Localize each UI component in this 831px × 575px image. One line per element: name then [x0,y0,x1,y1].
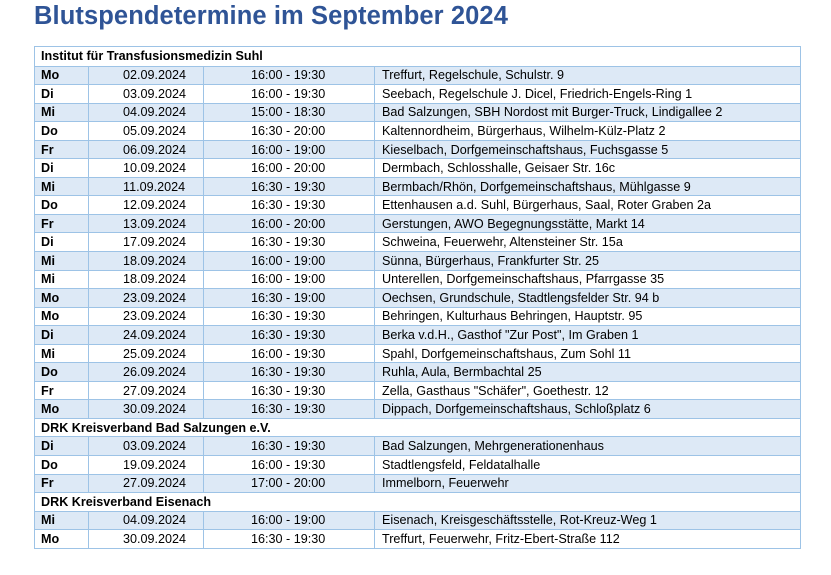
table-row [35,455,800,474]
section-title: DRK Kreisverband Bad Salzungen e.V. [41,420,271,435]
location-cell: Schweina, Feuerwehr, Altensteiner Str. 15a [382,235,623,250]
date-cell: 05.09.2024 [89,122,204,140]
time-cell: 16:30 - 19:30 [204,308,375,326]
table-row [35,232,800,251]
location-cell: Gerstungen, AWO Begegnungsstätte, Markt 14 [382,216,645,231]
time-cell: 16:00 - 20:00 [204,215,375,233]
location-cell: Ruhla, Aula, Bermbachtal 25 [382,365,542,380]
location-cell: Kaltennordheim, Bürgerhaus, Wilhelm-Külz-Platz 2 [382,123,666,138]
date-cell: 18.09.2024 [89,271,204,289]
table-row [35,288,800,307]
date-cell: 03.09.2024 [89,437,204,455]
section-header-row [35,492,800,511]
day-cell: Mo [35,289,89,307]
time-cell: 16:00 - 19:30 [204,345,375,363]
date-cell: 12.09.2024 [89,196,204,214]
time-cell: 16:00 - 19:00 [204,141,375,159]
date-cell: 02.09.2024 [89,67,204,85]
section-title: Institut für Transfusionsmedizin Suhl [41,49,263,64]
day-cell: Mo [35,67,89,85]
location-cell: Bad Salzungen, Mehrgenerationenhaus [382,439,604,454]
table-row [35,103,800,122]
location-cell: Oechsen, Grundschule, Stadtlengsfelder Str. 94 b [382,290,660,305]
day-cell: Mi [35,271,89,289]
location-cell: Immelborn, Feuerwehr [382,476,509,491]
day-cell: Di [35,437,89,455]
location-cell: Bad Salzungen, SBH Nordost mit Burger-Truck, Lindigallee 2 [382,105,723,120]
time-cell: 16:00 - 19:00 [204,512,375,530]
time-cell: 16:30 - 19:30 [204,178,375,196]
day-cell: Fr [35,475,89,493]
location-cell: Bermbach/Rhön, Dorfgemeinschaftshaus, Mühlgasse 9 [382,179,691,194]
day-cell: Mo [35,530,89,548]
time-cell: 16:00 - 19:30 [204,456,375,474]
date-cell: 26.09.2024 [89,363,204,381]
time-cell: 16:30 - 19:30 [204,196,375,214]
day-cell: Fr [35,141,89,159]
location-cell: Unterellen, Dorfgemeinschaftshaus, Pfarrgasse 35 [382,272,665,287]
day-cell: Mo [35,400,89,418]
date-cell: 10.09.2024 [89,159,204,177]
time-cell: 16:30 - 19:30 [204,400,375,418]
location-cell: Zella, Gasthaus "Schäfer", Goethestr. 12 [382,383,609,398]
time-cell: 16:00 - 19:30 [204,85,375,103]
time-cell: 15:00 - 18:30 [204,104,375,122]
table-row [35,251,800,270]
schedule-table [34,46,801,549]
day-cell: Di [35,85,89,103]
table-row [35,344,800,363]
day-cell: Do [35,363,89,381]
time-cell: 16:00 - 19:00 [204,252,375,270]
date-cell: 03.09.2024 [89,85,204,103]
time-cell: 16:00 - 20:00 [204,159,375,177]
date-cell: 11.09.2024 [89,178,204,196]
date-cell: 25.09.2024 [89,345,204,363]
day-cell: Fr [35,215,89,233]
day-cell: Di [35,159,89,177]
table-row [35,214,800,233]
location-cell: Seebach, Regelschule J. Dicel, Friedrich-Engels-Ring 1 [382,86,693,101]
table-row [35,325,800,344]
table-row [35,195,800,214]
date-cell: 13.09.2024 [89,215,204,233]
date-cell: 23.09.2024 [89,289,204,307]
table-row [35,140,800,159]
time-cell: 16:00 - 19:00 [204,271,375,289]
date-cell: 27.09.2024 [89,382,204,400]
day-cell: Mi [35,345,89,363]
time-cell: 16:00 - 19:30 [204,67,375,85]
date-cell: 18.09.2024 [89,252,204,270]
day-cell: Do [35,456,89,474]
table-row [35,270,800,289]
section-header-row [35,418,800,437]
day-cell: Mi [35,104,89,122]
day-cell: Di [35,326,89,344]
time-cell: 16:30 - 19:00 [204,289,375,307]
day-cell: Mo [35,308,89,326]
location-cell: Eisenach, Kreisgeschäftsstelle, Rot-Kreuz-Weg 1 [382,513,657,528]
page-title: Blutspendetermine im September 2024 [34,2,508,30]
time-cell: 16:30 - 19:30 [204,437,375,455]
location-cell: Berka v.d.H., Gasthof "Zur Post", Im Graben 1 [382,327,639,342]
location-cell: Treffurt, Regelschule, Schulstr. 9 [382,68,564,83]
date-cell: 30.09.2024 [89,530,204,548]
table-row [35,177,800,196]
table-row [35,84,800,103]
day-cell: Mi [35,252,89,270]
table-row [35,529,800,548]
day-cell: Di [35,233,89,251]
day-cell: Do [35,122,89,140]
date-cell: 06.09.2024 [89,141,204,159]
table-row [35,158,800,177]
day-cell: Mi [35,512,89,530]
day-cell: Fr [35,382,89,400]
location-cell: Dermbach, Schlosshalle, Geisaer Str. 16c [382,161,616,176]
date-cell: 23.09.2024 [89,308,204,326]
table-row [35,362,800,381]
date-cell: 04.09.2024 [89,512,204,530]
location-cell: Sünna, Bürgerhaus, Frankfurter Str. 25 [382,253,600,268]
location-cell: Behringen, Kulturhaus Behringen, Hauptstr. 95 [382,309,643,324]
location-cell: Treffurt, Feuerwehr, Fritz-Ebert-Straße 112 [382,531,620,546]
location-cell: Kieselbach, Dorfgemeinschaftshaus, Fuchsgasse 5 [382,142,669,157]
date-cell: 17.09.2024 [89,233,204,251]
section-title: DRK Kreisverband Eisenach [41,494,212,509]
time-cell: 17:00 - 20:00 [204,475,375,493]
table-row [35,399,800,418]
table-row [35,121,800,140]
time-cell: 16:30 - 19:30 [204,363,375,381]
location-cell: Stadtlengsfeld, Feldatalhalle [382,457,541,472]
table-row [35,436,800,455]
time-cell: 16:30 - 19:30 [204,233,375,251]
date-cell: 27.09.2024 [89,475,204,493]
table-row [35,381,800,400]
date-cell: 30.09.2024 [89,400,204,418]
time-cell: 16:30 - 20:00 [204,122,375,140]
date-cell: 24.09.2024 [89,326,204,344]
location-cell: Spahl, Dorfgemeinschaftshaus, Zum Sohl 11 [382,346,631,361]
time-cell: 16:30 - 19:30 [204,530,375,548]
table-row [35,307,800,326]
table-row [35,474,800,493]
section-header-row [35,47,800,66]
table-row [35,66,800,85]
date-cell: 04.09.2024 [89,104,204,122]
day-cell: Mi [35,178,89,196]
time-cell: 16:30 - 19:30 [204,326,375,344]
time-cell: 16:30 - 19:30 [204,382,375,400]
table-row [35,511,800,530]
location-cell: Dippach, Dorfgemeinschaftshaus, Schloßplatz 6 [382,402,651,417]
day-cell: Do [35,196,89,214]
location-cell: Ettenhausen a.d. Suhl, Bürgerhaus, Saal, Roter Graben 2a [382,198,712,213]
date-cell: 19.09.2024 [89,456,204,474]
